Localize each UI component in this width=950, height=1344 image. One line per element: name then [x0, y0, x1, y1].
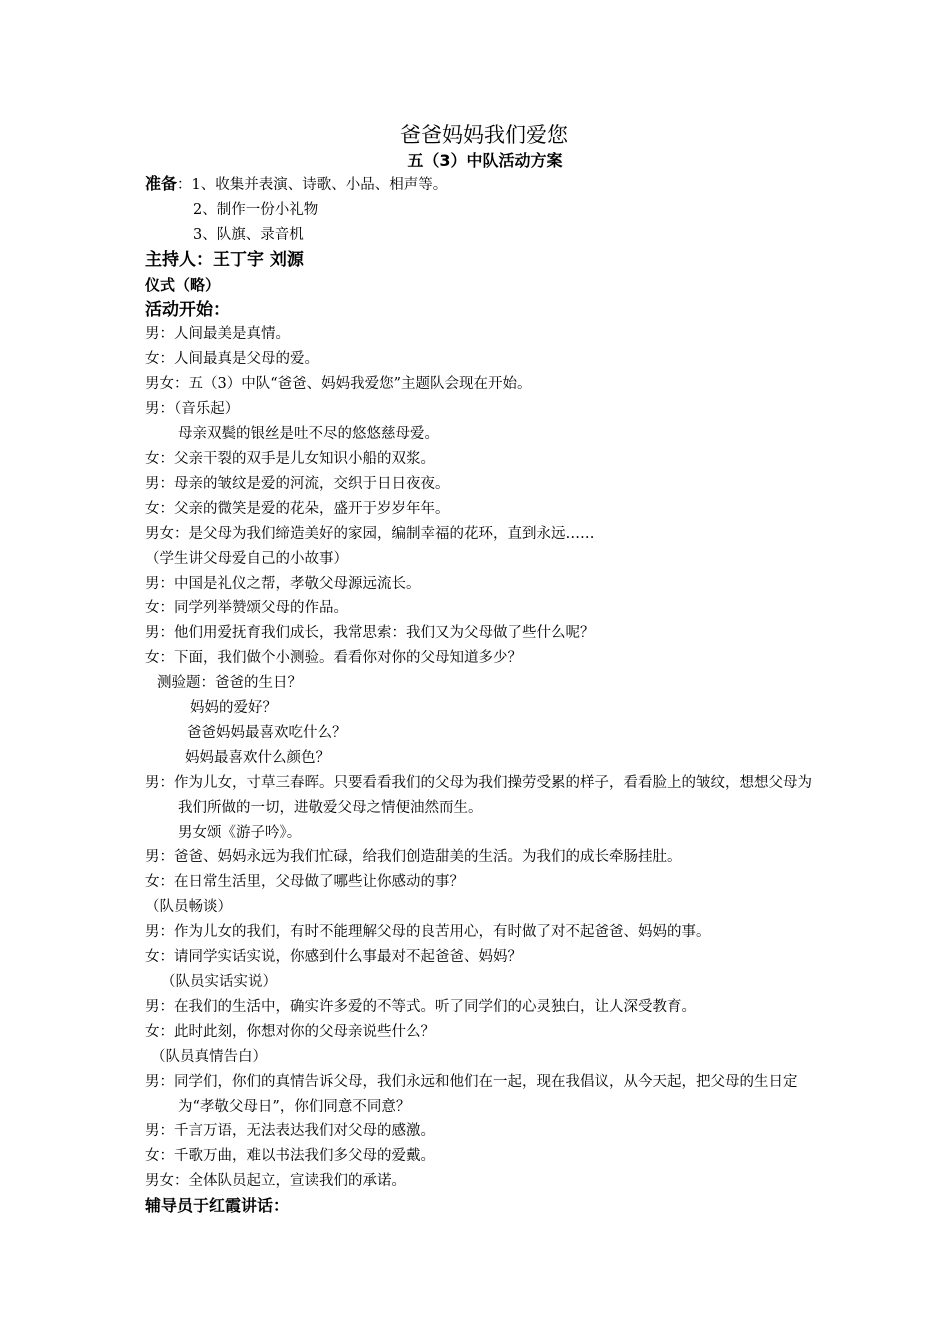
script-line: 女：下面，我们做个小测验。看看你对你的父母知道多少？	[145, 650, 522, 667]
script-line: 女：在日常生活里，父母做了哪些让你感动的事？	[145, 874, 464, 891]
prep-item-1: ：1、收集并表演、诗歌、小品、相声等。	[177, 177, 448, 193]
script-line: 男：（音乐起）	[145, 401, 240, 418]
script-line: 男：爸爸、妈妈永远为我们忙碌，给我们创造甜美的生活。为我们的成长牵肠挂肚。	[145, 849, 682, 866]
script-line: 男：同学们，你们的真情告诉父母，我们永远和他们在一起，现在我倡议，从今天起，把父母的生日定为“孝敬父母日”，你们同意不同意？	[145, 1073, 798, 1115]
document-title: 爸爸妈妈我们爱您	[400, 123, 568, 147]
script-line: 男女：是父母为我们缔造美好的家园，编制幸福的花环，直到永远……	[145, 525, 595, 542]
script-line: 女：同学列举赞颂父母的作品。	[145, 600, 348, 617]
script-line: 男女颂《游子吟》。	[178, 824, 302, 841]
prep-item-3: 3、队旗、录音机	[193, 226, 304, 243]
script-line: 男：作为儿女，寸草三春晖。只要看看我们的父母为我们操劳受累的样子，看看脸上的皱纹，想想父母为我们所做的一切，进敬爱父母之情便油然而生。	[145, 774, 812, 816]
document-page	[145, 120, 815, 1219]
script-line: 男：母亲的皱纹是爱的河流，交织于日日夜夜。	[145, 475, 450, 492]
quiz-line: 测验题：爸爸的生日？	[157, 675, 302, 692]
prep-label: 准备	[145, 174, 178, 193]
script-line: 女：千歌万曲，难以书法我们多父母的爱戴。	[145, 1148, 435, 1165]
script-line: 男：作为儿女的我们，有时不能理解父母的良苦用心，有时做了对不起爸爸、妈妈的事。	[145, 924, 711, 941]
start-heading: 活动开始：	[145, 299, 230, 320]
quiz-line: 妈妈最喜欢什么颜色？	[185, 749, 330, 766]
script-line: （队员畅谈）	[145, 899, 232, 916]
script-line: 女：请同学实话实说，你感到什么事最对不起爸爸、妈妈？	[145, 949, 522, 966]
script-line: 男女：五（3）中队“爸爸、妈妈我爱您”主题队会现在开始。	[145, 376, 532, 393]
script-line: 女：父亲的微笑是爱的花朵，盛开于岁岁年年。	[145, 500, 450, 517]
document-subtitle: 五（3）中队活动方案	[407, 151, 563, 170]
script-line: 母亲双鬓的银丝是吐不尽的悠悠慈母爱。	[178, 426, 439, 443]
script-line: 女：此时此刻，你想对你的父母亲说些什么？	[145, 1023, 435, 1040]
quiz-line: 爸爸妈妈最喜欢吃什么？	[187, 724, 347, 741]
script-line: 女：人间最真是父母的爱。	[145, 351, 319, 368]
script-line: 男：在我们的生活中，确实许多爱的不等式。听了同学们的心灵独白，让人深受教育。	[145, 998, 696, 1015]
prep-line-1	[145, 172, 815, 198]
script-line: （队员实话实说）	[161, 974, 277, 990]
closing-heading: 辅导员于红霞讲话：	[145, 1196, 290, 1216]
script-line: （学生讲父母爱自己的小故事）	[145, 550, 348, 567]
script-line: 男女：全体队员起立，宣读我们的承诺。	[145, 1173, 406, 1190]
script-line: 女：父亲干裂的双手是儿女知识小船的双浆。	[145, 450, 435, 467]
script-line: 男：他们用爱抚育我们成长，我常思索：我们又为父母做了些什么呢？	[145, 625, 595, 642]
script-line: 男：人间最美是真情。	[145, 326, 290, 343]
quiz-line: 妈妈的爱好？	[190, 700, 277, 717]
ceremony-heading: 仪式（略）	[145, 275, 221, 294]
host-heading: 主持人：王丁宇 刘源	[145, 249, 304, 270]
script-line: （队员真情告白）	[151, 1048, 267, 1065]
script-line: 男：千言万语，无法表达我们对父母的感激。	[145, 1123, 435, 1140]
script-line: 男：中国是礼仪之帮，孝敬父母源远流长。	[145, 575, 421, 592]
prep-item-2: 2、制作一份小礼物	[193, 201, 319, 218]
